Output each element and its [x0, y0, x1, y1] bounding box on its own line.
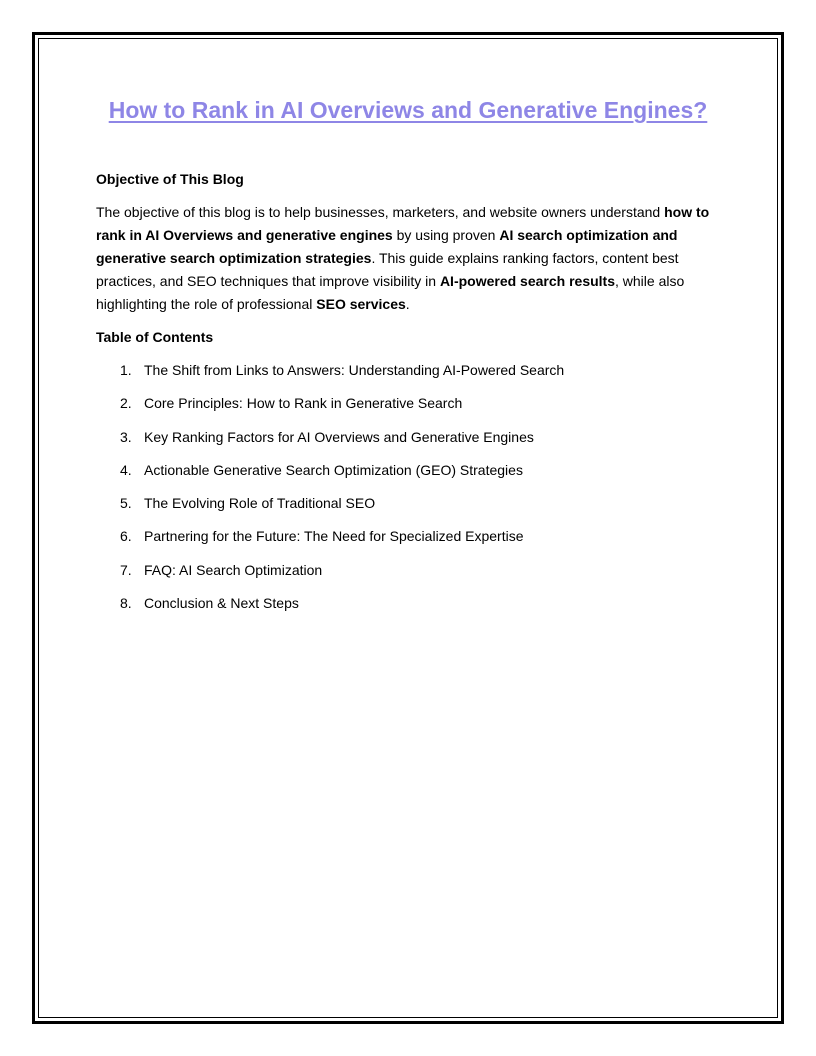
objective-text-segment: . This guide explains ranking factors, content best practices, and SEO techniques that improve visibility in	[96, 250, 679, 289]
toc-item-label: Conclusion & Next Steps	[144, 595, 299, 612]
toc-item-label: The Evolving Role of Traditional SEO	[144, 495, 376, 512]
document-body	[96, 168, 722, 625]
toc-item[interactable]	[96, 592, 722, 615]
toc-item-label: Core Principles: How to Rank in Generative Search	[144, 395, 463, 412]
toc-item-number: 1.	[120, 362, 132, 378]
toc-item-label: Actionable Generative Search Optimization (GEO) Strategies	[144, 461, 523, 478]
toc-item-label: FAQ: AI Search Optimization	[144, 561, 323, 578]
toc-item-number: 5.	[120, 495, 132, 512]
objective-bold-segment: AI search optimization and generative search optimization strategies	[96, 227, 678, 266]
objective-text-segment: The objective of this blog is to help businesses, marketers, and website owners understand	[96, 204, 665, 220]
toc-item-number: 7.	[120, 561, 132, 578]
objective-heading: Objective of This Blog	[96, 171, 244, 187]
toc-item[interactable]	[96, 559, 722, 582]
toc-item-number: 3.	[120, 428, 132, 445]
toc-item[interactable]	[96, 525, 722, 548]
toc-heading: Table of Contents	[96, 329, 214, 345]
objective-text-segment: by using proven	[392, 227, 500, 243]
toc-item-number: 4.	[120, 461, 132, 478]
toc-item[interactable]	[96, 392, 722, 415]
toc-item[interactable]	[96, 492, 722, 515]
document-title: How to Rank in AI Overviews and Generative Engines?	[108, 97, 708, 123]
table-of-contents	[96, 359, 722, 615]
objective-bold-segment: how to rank in AI Overviews and generative engines	[96, 204, 710, 243]
toc-item-number: 8.	[120, 595, 132, 612]
toc-item-label: The Shift from Links to Answers: Understanding AI-Powered Search	[144, 362, 565, 378]
objective-text-segment: .	[405, 296, 410, 312]
toc-item-label: Partnering for the Future: The Need for Specialized Expertise	[144, 528, 524, 545]
toc-item-number: 2.	[120, 395, 132, 412]
objective-bold-segment: AI-powered search results	[439, 273, 615, 289]
toc-item-number: 6.	[120, 528, 132, 545]
objective-bold-segment: SEO services	[316, 296, 406, 312]
toc-item[interactable]	[96, 359, 722, 382]
toc-item-label: Key Ranking Factors for AI Overviews and Generative Engines	[144, 428, 534, 445]
objective-text-segment: , while also highlighting the role of professional	[96, 273, 685, 312]
toc-item[interactable]	[96, 459, 722, 482]
toc-item[interactable]	[96, 426, 722, 449]
objective-paragraph	[96, 201, 722, 316]
